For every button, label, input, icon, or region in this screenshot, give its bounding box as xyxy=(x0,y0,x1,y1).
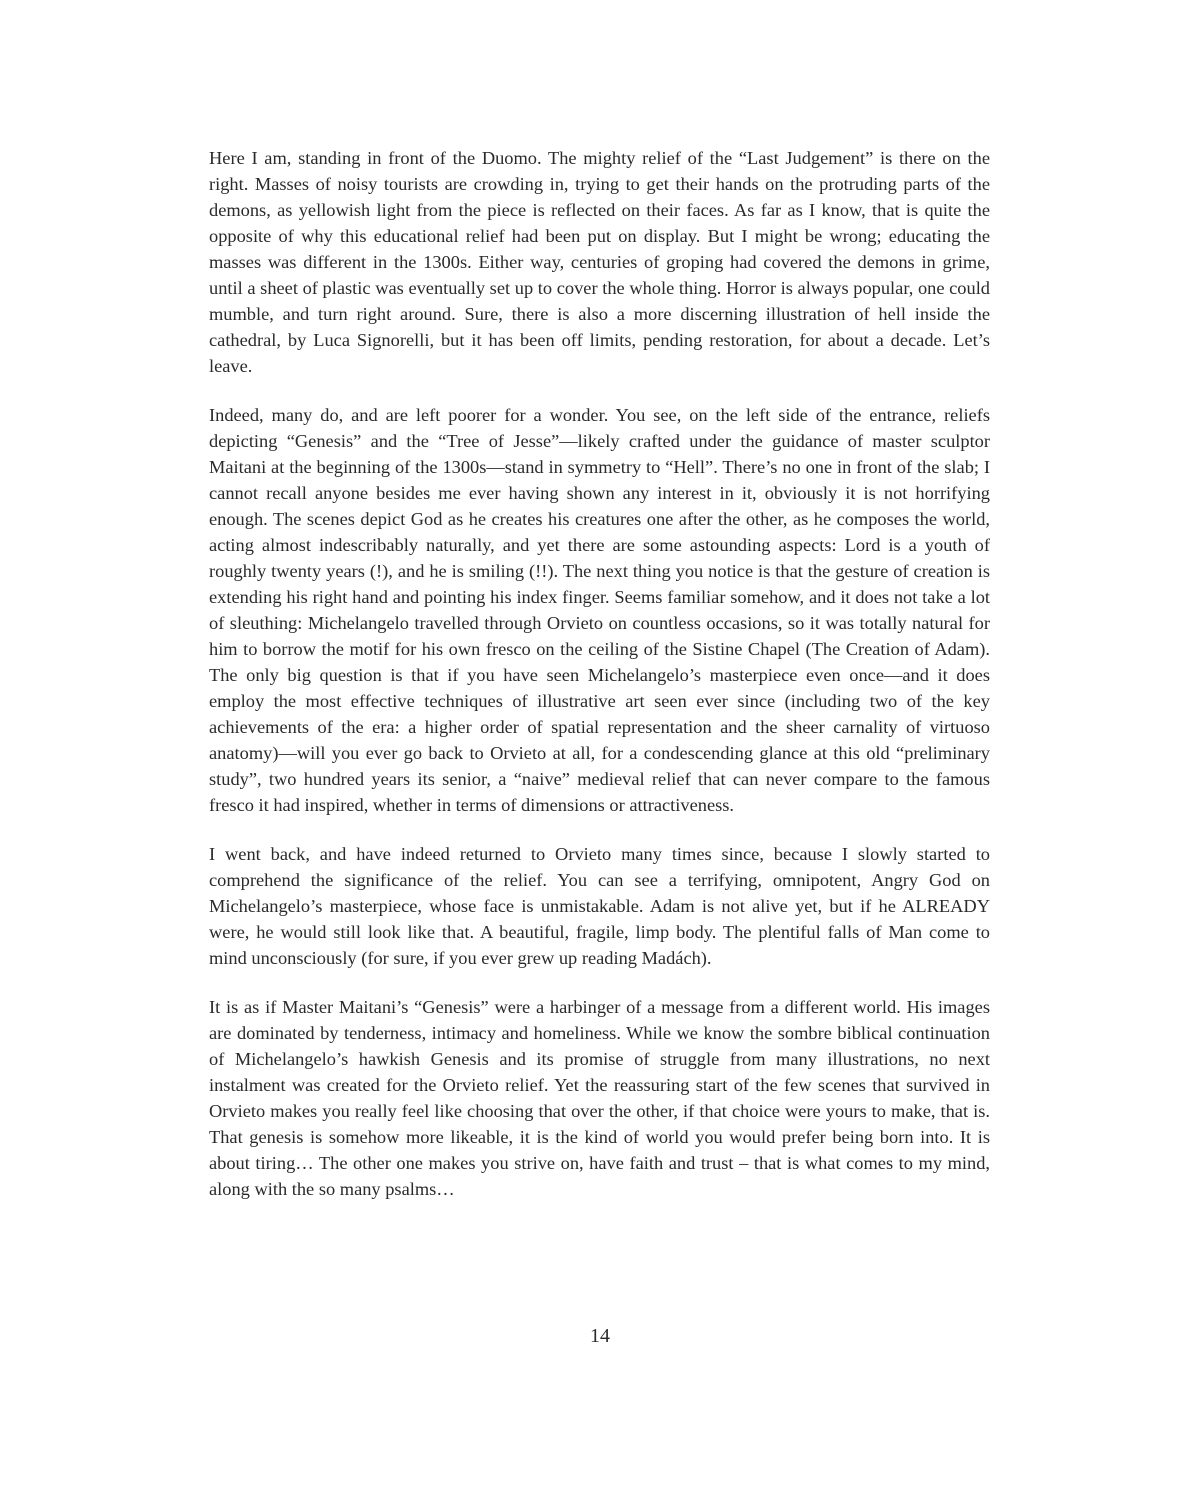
page-body xyxy=(209,145,990,1225)
paragraph-2: Indeed, many do, and are left poorer for a wonder. You see, on the left side of the entrance, reliefs depicting “Genesis” and the “Tree of Jesse”—likely crafted under the guidance of master sculptor Maitani at the beginning of the 1300s—stand in symmetry to “Hell”. There’s no one in front of the slab; I cannot recall anyone besides me ever having shown any interest in it, obviously it is not horrifying enough. The scenes depict God as he creates his creatures one after the other, as he composes the world, acting almost indescribably naturally, and yet there are some astounding aspects: Lord is a youth of roughly twenty years (!), and he is smiling (!!). The next thing you notice is that the gesture of creation is extending his right hand and pointing his index finger. Seems familiar somehow, and it does not take a lot of sleuthing: Michelangelo travelled through Orvieto on countless occasions, so it was totally natural for him to borrow the motif for his own fresco on the ceiling of the Sistine Chapel (The Creation of Adam). The only big question is that if you have seen Michelangelo’s masterpiece even once—and it does employ the most effective techniques of illustrative art seen ever since (including two of the key achievements of the era: a higher order of spatial representation and the sheer carnality of virtuoso anatomy)—will you ever go back to Orvieto at all, for a condescending glance at this old “preliminary study”, two hundred years its senior, a “naive” medieval relief that can never compare to the famous fresco it had inspired, whether in terms of dimensions or attractiveness. xyxy=(209,405,990,815)
page-number: 14 xyxy=(590,1325,610,1347)
paragraph-4: It is as if Master Maitani’s “Genesis” were a harbinger of a message from a different world. His images are dominated by tenderness, intimacy and homeliness. While we know the sombre biblical continuation of Michelangelo’s hawkish Genesis and its promise of struggle from many illustrations, no next instalment was created for the Orvieto relief. Yet the reassuring start of the few scenes that survived in Orvieto makes you really feel like choosing that over the other, if that choice were yours to make, that is. That genesis is somehow more likeable, it is the kind of world you would prefer being born into. It is about tiring… The other one makes you strive on, have faith and trust – that is what comes to my mind, along with the so many psalms… xyxy=(209,997,990,1199)
paragraph-1: Here I am, standing in front of the Duomo. The mighty relief of the “Last Judgement” is there on the right. Masses of noisy tourists are crowding in, trying to get their hands on the protruding parts of the demons, as yellowish light from the piece is reflected on their faces. As far as I know, that is quite the opposite of why this educational relief had been put on display. But I might be wrong; educating the masses was different in the 1300s. Either way, centuries of groping had covered the demons in grime, until a sheet of plastic was eventually set up to cover the whole thing. Horror is always popular, one could mumble, and turn right around. Sure, there is also a more discerning illustration of hell inside the cathedral, by Luca Signorelli, but it has been off limits, pending restoration, for about a decade. Let’s leave. xyxy=(209,148,990,376)
paragraph-3: I went back, and have indeed returned to Orvieto many times since, because I slowly started to comprehend the significance of the relief. You can see a terrifying, omnipotent, Angry God on Michelangelo’s masterpiece, whose face is unmistakable. Adam is not alive yet, but if he ALREADY were, he would still look like that. A beautiful, fragile, limp body. The plentiful falls of Man come to mind unconsciously (for sure, if you ever grew up reading Madách). xyxy=(209,844,990,968)
